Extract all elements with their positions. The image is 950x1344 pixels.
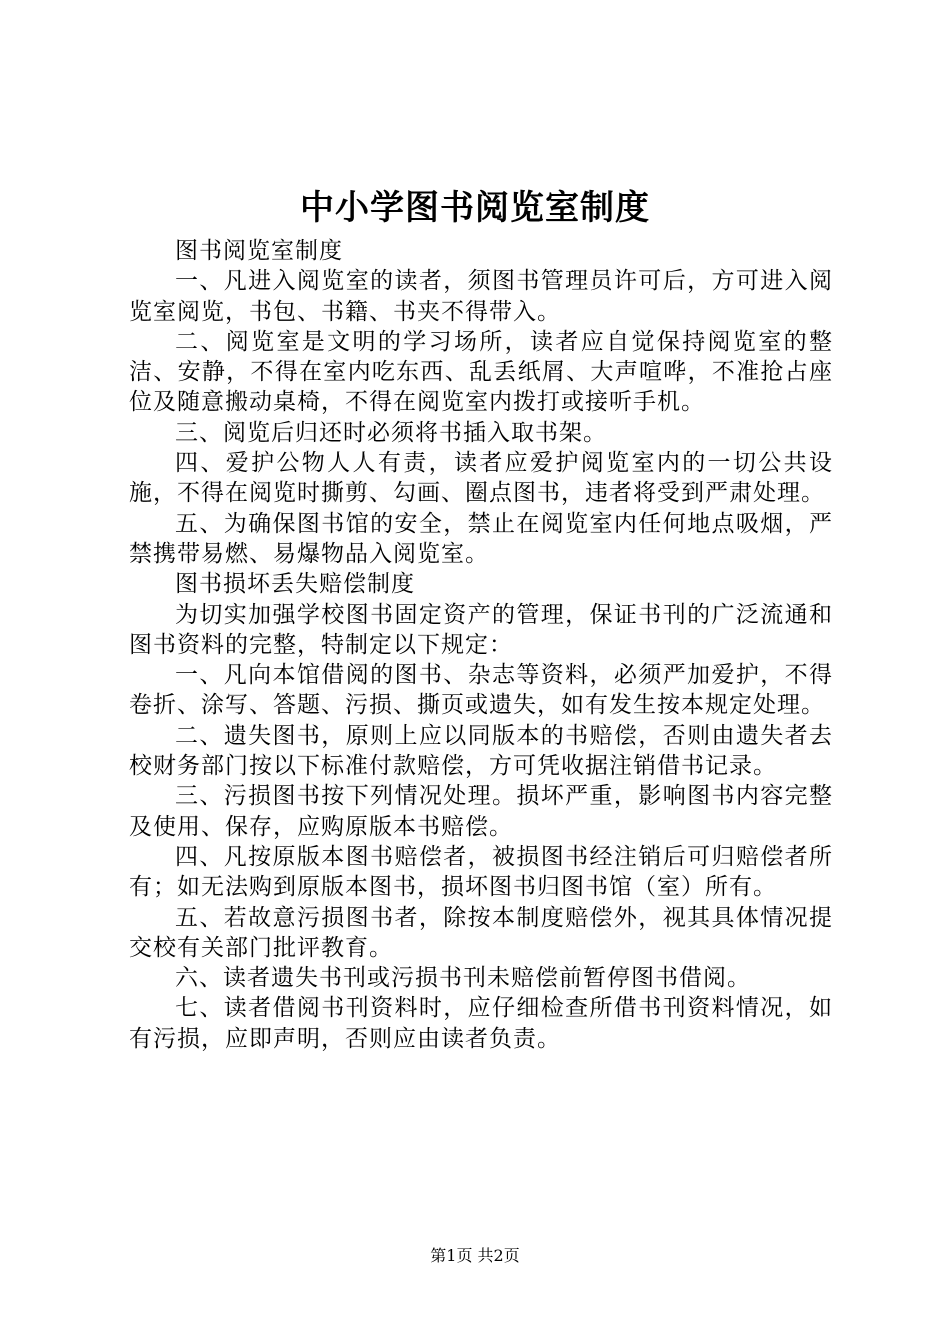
- document-body: [129, 236, 833, 1054]
- paragraph-heading-reading-room: 图书阅览室制度: [175, 238, 343, 264]
- paragraph: 四、凡按原版本图书赔偿者，被损图书经注销后可归赔偿者所有；如无法购到原版本图书，损坏图书归图书馆（室）所有。: [129, 843, 833, 901]
- document-title: 中小学图书阅览室制度: [300, 188, 650, 228]
- paragraph: 一、凡向本馆借阅的图书、杂志等资料，必须严加爱护，不得卷折、涂写、答题、污损、撕页或遗失，如有发生按本规定处理。: [129, 662, 833, 719]
- paragraph-heading-compensation: 图书损坏丢失赔偿制度: [175, 571, 415, 598]
- page-footer: 第1页 共2页: [430, 1246, 520, 1265]
- paragraph: 三、污损图书按下列情况处理。损坏严重，影响图书内容完整及使用、保存，应购原版本书赔偿。: [129, 783, 833, 840]
- paragraph: 二、阅览室是文明的学习场所，读者应自觉保持阅览室的整洁、安静，不得在室内吃东西、乱丢纸屑、大声喧哗，不准抢占座位及随意搬动桌椅，不得在阅览室内拨打或接听手机。: [129, 328, 833, 416]
- paragraph: 四、爱护公物人人有责，读者应爱护阅览室内的一切公共设施，不得在阅览时撕剪、勾画、圈点图书，违者将受到严肃处理。: [129, 450, 833, 507]
- paragraph: 五、为确保图书馆的安全，禁止在阅览室内任何地点吸烟，严禁携带易燃、易爆物品入阅览室。: [129, 510, 833, 567]
- paragraph: 一、凡进入阅览室的读者，须图书管理员许可后，方可进入阅览室阅览，书包、书籍、书夹不得带入。: [129, 268, 833, 325]
- paragraph: 二、遗失图书，原则上应以同版本的书赔偿，否则由遗失者去校财务部门按以下标准付款赔偿，方可凭收据注销借书记录。: [129, 722, 833, 780]
- paragraph: 三、阅览后归还时必须将书插入取书架。: [175, 419, 607, 446]
- paragraph: 为切实加强学校图书固定资产的管理，保证书刊的广泛流通和图书资料的完整，特制定以下规定：: [129, 601, 833, 658]
- paragraph: 七、读者借阅书刊资料时，应仔细检查所借书刊资料情况，如有污损，应即声明，否则应由读者负责。: [129, 995, 833, 1052]
- paragraph: 六、读者遗失书刊或污损书刊未赔偿前暂停图书借阅。: [175, 965, 751, 992]
- paragraph: 五、若故意污损图书者，除按本制度赔偿外，视其具体情况提交校有关部门批评教育。: [129, 904, 833, 961]
